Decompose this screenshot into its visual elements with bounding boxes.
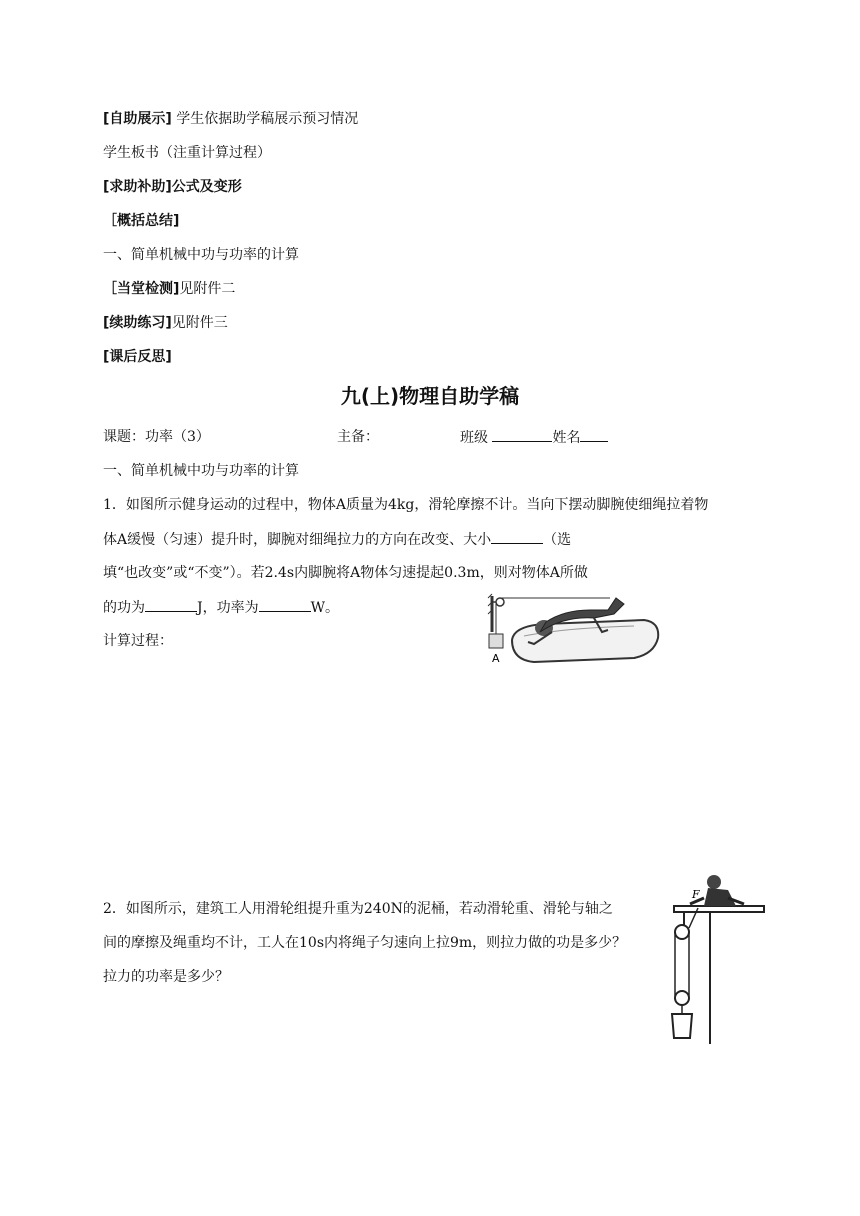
reflection-heading: [课后反思]: [103, 349, 172, 365]
summary-heading: ［概括总结]: [103, 213, 180, 229]
q2-line3: 拉力的功率是多少？: [103, 969, 229, 985]
section-heading: 一、简单机械中功与功率的计算: [103, 463, 299, 479]
q1-line2-tail: （选: [543, 532, 572, 548]
pulley-figure: [664, 868, 768, 1046]
figure-a-label: A: [492, 652, 500, 665]
document-title: 九(上)物理自助学稿: [340, 384, 520, 408]
host-label: 主备：: [337, 429, 379, 445]
practice-line: [103, 313, 228, 333]
in-class-test-label: ［当堂检测]: [103, 281, 180, 297]
q2-line1: 2．如图所示，建筑工人用滑轮组提升重为240N的泥桶，若动滑轮重、滑轮与轴之: [103, 901, 613, 917]
class-label: 班级: [460, 430, 488, 446]
practice-label: [续助练习]: [103, 315, 172, 331]
self-display-line: [103, 109, 358, 129]
class-name-line: [460, 427, 608, 448]
self-display-text: 学生依据助学稿展示预习情况: [171, 111, 359, 127]
seek-help-line: [求助补助]公式及变形: [103, 179, 242, 195]
q1-blank-power[interactable]: [259, 597, 311, 612]
q1-line4: [103, 597, 339, 618]
force-f-label: F: [692, 888, 700, 901]
summary-item: 一、简单机械中功与功率的计算: [103, 247, 299, 263]
board-line: 学生板书（注重计算过程）: [103, 145, 271, 161]
q1-unit-text: W。: [310, 600, 340, 616]
self-display-label: [自助展示]: [103, 111, 172, 127]
q1-calc-label: 计算过程：: [103, 633, 173, 649]
topic-label: 课题：功率（3）: [103, 429, 210, 445]
in-class-test-line: [103, 279, 235, 299]
q1-line2: [103, 529, 571, 550]
exercise-figure: [484, 588, 666, 668]
q1-line2-text: 体A缓慢（匀速）提升时，脚腕对细绳拉力的方向在改变、大小: [103, 532, 492, 548]
q2-line2: 间的摩擦及绳重均不计，工人在10s内将绳子匀速向上拉9m，则拉力做的功是多少？: [103, 935, 627, 951]
in-class-test-text: 见附件二: [179, 281, 236, 297]
q1-power-text: J，功率为: [197, 600, 259, 616]
q1-blank-size[interactable]: [491, 529, 543, 544]
q1-line1: 1．如图所示健身运动的过程中，物体A质量为4kg，滑轮摩擦不计。当向下摆动脚腕使细绳拉着物: [103, 497, 709, 513]
q1-line3: 填“也改变”或“不变”）。若2.4s内脚腕将A物体匀速提起0.3m，则对物体A所做: [103, 565, 588, 581]
practice-text: 见附件三: [171, 315, 228, 331]
q1-work-text: 的功为: [103, 600, 145, 616]
name-label: 姓名: [552, 430, 581, 446]
class-blank[interactable]: [492, 427, 552, 442]
q1-blank-work[interactable]: [145, 597, 197, 612]
name-blank[interactable]: [580, 427, 608, 442]
